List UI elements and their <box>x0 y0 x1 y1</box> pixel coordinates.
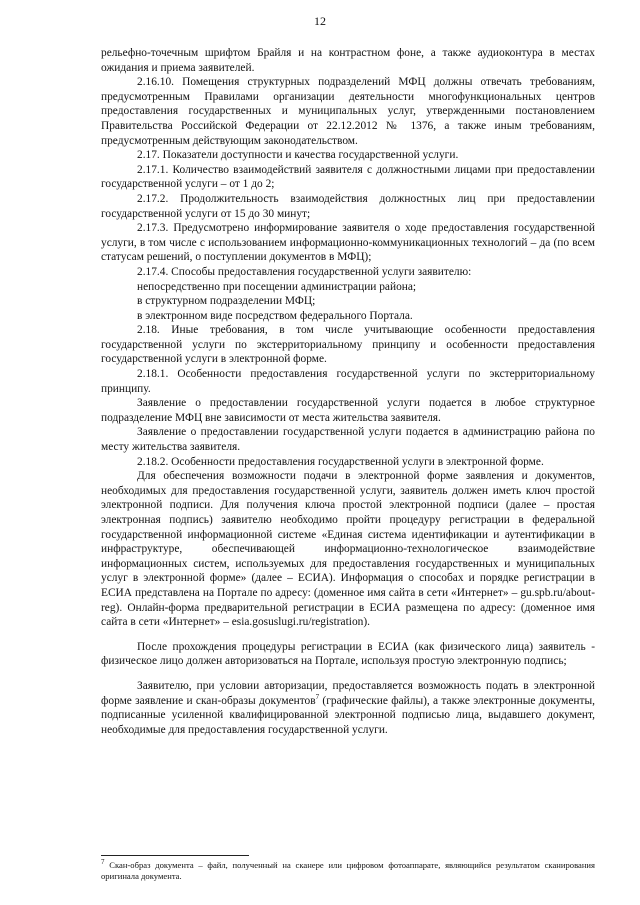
paragraph: 2.17.2. Продолжительность взаимодействия должностных лиц при предоставлении государственной услуги от 15 до 30 минут; <box>101 192 595 220</box>
page-number: 12 <box>314 14 326 28</box>
paragraph-text: Заявителю, при условии авторизации, предоставляется возможность подать в электронной форме заявление и скан-образы документов <box>101 679 595 707</box>
paragraph: 2.18.1. Особенности предоставления государственной услуги по экстерриториальному принципу. <box>101 368 595 395</box>
footnote-reference[interactable]: 7 <box>315 692 320 701</box>
paragraph: 2.17.1. Количество взаимодействий заявителя с должностными лицами при предоставлении государственной услуги – от 1 до 2; <box>101 163 595 191</box>
paragraph: Для обеспечения возможности подачи в электронной форме заявления и документов, необходимых для предоставления государственной услуги, заявитель должен иметь ключ простой электронной подписи. Для получения ключа простой электронной подписи (далее – простая электронная подпись) заявителю необходимо пройти процедуру регистрации в федеральной государственной информационной системе «Единая система идентификации и аутентификации в инфраструктуре, обеспечивающей информационно-технологическое взаимодействие информационных систем, используемых для предоставления государственных и муниципальных услуг в электронной форме» (далее – ЕСИА). Информация о способах и порядке регистрации в ЕСИА представлена на Портале по адресу: (доменное имя сайта в сети «Интернет» – gu.spb.ru/about-reg). Онлайн-форма предварительной регистрации в ЕСИА размещена по адресу: (доменное имя сайта в сети «Интернет» – esia.gosuslugi.ru/registration). <box>101 470 595 629</box>
paragraph: 2.18.2. Особенности предоставления государственной услуги в электронной форме. <box>137 455 544 468</box>
paragraph: 2.18. Иные требования, в том числе учитывающие особенности предоставления государственной услуги по экстерриториальному принципу и особенности предоставления государственной услуги в электронной форме. <box>101 324 595 366</box>
paragraph: После прохождения процедуры регистрации в ЕСИА (как физического лица) заявитель - физическое лицо должен авторизоваться на Портале, используя простую электронную подпись; <box>101 640 595 668</box>
list-item: в структурном подразделении МФЦ; <box>137 295 316 308</box>
footnote <box>101 860 595 883</box>
paragraph: 2.17.4. Способы предоставления государственной услуги заявителю: <box>137 265 472 278</box>
paragraph: Заявление о предоставлении государственной услуги подается в администрацию района по месту жительства заявителя. <box>101 426 595 454</box>
footnote-text: Скан-образ документа – файл, полученный на сканере или цифровом фотоаппарате, являющийся результатом сканирования оригинала документа. <box>101 860 595 882</box>
paragraph: 2.17.3. Предусмотрено информирование заявителя о ходе предоставления государственной услуги, в том числе с использованием информационно-коммуникационных технологий – да (по всем статусам решений, о поступлении документов в МФЦ); <box>101 222 595 264</box>
list-item: непосредственно при посещении администрации района; <box>137 280 417 293</box>
paragraph-text: (графические файлы), а также электронные документы, подписанные усиленной квалифицированной электронной подписью лица, выдавшего документ, необходимые для предоставления государственной услуги. <box>101 694 595 736</box>
footnote-marker: 7 <box>101 858 105 867</box>
paragraph: рельефно-точечным шрифтом Брайля и на контрастном фоне, а также аудиоконтура в местах ожидания и приема заявителей. <box>101 47 595 74</box>
footnote-divider <box>101 855 249 856</box>
paragraph: Заявление о предоставлении государственной услуги подается в любое структурное подразделение МФЦ вне зависимости от места жительства заявителя. <box>101 397 595 424</box>
document-body <box>101 46 595 737</box>
list-item: в электронном виде посредством федерального Портала. <box>137 309 413 322</box>
paragraph: 2.17. Показатели доступности и качества государственной услуги. <box>137 149 459 162</box>
paragraph: 2.16.10. Помещения структурных подразделений МФЦ должны отвечать требованиям, предусмотренным Правилами организации деятельности многофункциональных центров предоставления государственных и муниципальных услуг, утвержденными постановлением Правительства Российской Федерации от 22.12.2012 № 1376, а также иным требованиям, предусмотренным действующим законодательством. <box>101 76 595 147</box>
paragraph <box>101 679 595 737</box>
